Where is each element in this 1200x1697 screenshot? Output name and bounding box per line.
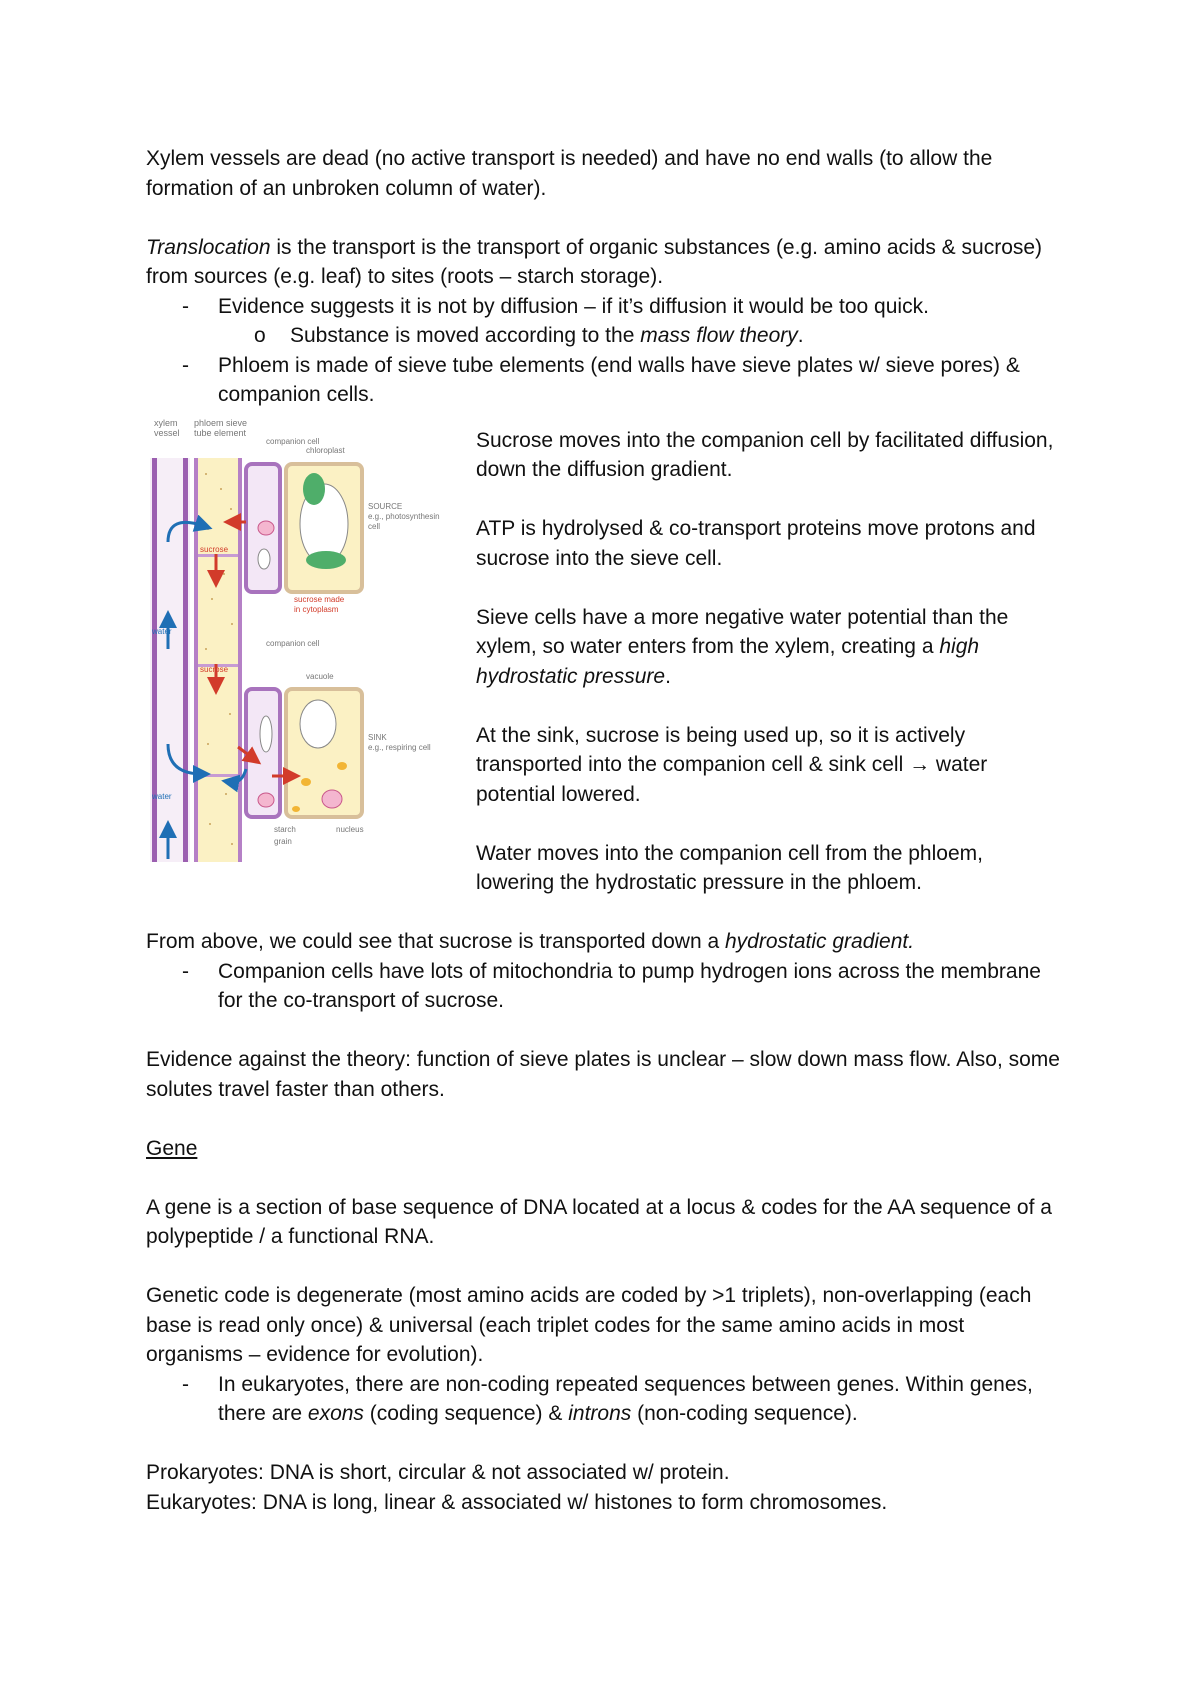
sieve-plate — [198, 774, 238, 777]
section-heading-gene: Gene — [146, 1136, 198, 1160]
paragraph-eukaryotes: Eukaryotes: DNA is long, linear & associated w/ histones to form chromosomes. — [146, 1490, 888, 1514]
label-source-eg: e.g., photosynthesin — [368, 511, 440, 521]
label-sink-eg: e.g., respiring cell — [368, 742, 431, 752]
chloroplast-shape — [306, 551, 346, 569]
paragraph-xylem: Xylem vessels are dead (no active transport is needed) and have no end walls (to allow the formation of an unbroken column of water). — [146, 147, 993, 200]
document-body — [146, 144, 1066, 1517]
nucleus-shape — [258, 521, 274, 535]
explain-step-3: Sieve cells have a more negative water potential than the xylem, so water enters from the xylem, creating a high hydrostatic pressure. — [476, 605, 1009, 688]
subbullet-mass-flow: o Substance is moved according to the mass flow theory. — [146, 321, 1066, 351]
label-source: SOURCE — [368, 501, 403, 511]
label-source-cell: cell — [368, 521, 381, 531]
phloem-column — [194, 458, 242, 862]
dash-marker: - — [182, 959, 189, 983]
label-phloem-sieve: phloem sieve — [194, 417, 248, 428]
explain-step-1: Sucrose moves into the companion cell by facilitated diffusion, down the diffusion gradient. — [476, 428, 1054, 481]
label-xylem: xylem — [154, 417, 178, 428]
nucleus-shape — [258, 793, 274, 807]
dash-marker: - — [182, 1372, 189, 1396]
label-starch: starch — [274, 824, 296, 834]
term-translocation: Translocation — [146, 235, 271, 259]
dash-marker: - — [182, 294, 189, 318]
label-sucrose-made: sucrose made — [294, 594, 345, 604]
circle-marker: o — [254, 324, 266, 347]
explain-step-4: At the sink, sucrose is being used up, so it is actively transported into the companion cell & sink cell → water potential lowered. — [476, 723, 988, 806]
explain-step-5: Water moves into the companion cell from the phloem, lowering the hydrostatic pressure in the phloem. — [476, 841, 983, 894]
bullet-companion: - Companion cells have lots of mitochondria to pump hydrogen ions across the membrane for the co-transport of sucrose. — [146, 957, 1066, 1016]
label-companion-cell-mid: companion cell — [266, 638, 320, 648]
paragraph-hydrostatic: From above, we could see that sucrose is transported down a hydrostatic gradient. — [146, 930, 915, 953]
figure-section — [146, 414, 1066, 898]
label-in-cytoplasm: in cytoplasm — [294, 604, 339, 614]
label-water-2: water — [152, 791, 172, 801]
starch-grain-shape — [292, 806, 300, 812]
label-sucrose-1: sucrose — [200, 544, 229, 554]
label-companion-cell-top: companion cell — [266, 436, 320, 446]
nucleus-shape — [322, 790, 342, 808]
chloroplast-shape — [303, 473, 325, 505]
label-nucleus: nucleus — [336, 824, 364, 834]
paragraph-gene-definition: A gene is a section of base sequence of DNA located at a locus & codes for the AA sequence of a polypeptide / a functional RNA. — [146, 1195, 1052, 1248]
bullet-eukaryotes: - In eukaryotes, there are non-coding repeated sequences between genes. Within genes, there are exons (coding sequence) & introns (non-coding sequence). — [146, 1370, 1066, 1429]
bullet-evidence: - Evidence suggests it is not by diffusion – if it’s diffusion it would be too quick. — [146, 292, 1066, 322]
mass-flow-diagram — [146, 414, 476, 874]
label-water-1: water — [152, 626, 172, 636]
paragraph-prokaryotes: Prokaryotes: DNA is short, circular & not associated w/ protein. — [146, 1461, 730, 1484]
dash-marker: - — [182, 353, 189, 377]
paragraph-evidence-against: Evidence against the theory: function of sieve plates is unclear – slow down mass flow. Also, some solutes travel faster than others. — [146, 1048, 1060, 1101]
starch-grain-shape — [337, 762, 347, 770]
paragraph-genetic-code: Genetic code is degenerate (most amino acids are coded by >1 triplets), non-overlapping (each base is read only once) & universal (each triplet codes for the same amino acids in most organisms – evidence for evolution). — [146, 1284, 1032, 1366]
label-sucrose-2: sucrose — [200, 664, 229, 674]
label-grain: grain — [274, 836, 292, 846]
bullet-phloem: - Phloem is made of sieve tube elements (end walls have sieve plates w/ sieve pores) & companion cells. — [146, 351, 1066, 410]
figure-explanation — [476, 426, 1066, 898]
sieve-plate — [198, 554, 238, 557]
label-vessel: vessel — [154, 427, 180, 438]
label-vacuole: vacuole — [306, 671, 334, 681]
phloem-diagram — [146, 414, 476, 874]
paragraph-translocation: Translocation is the transport is the transport of organic substances (e.g. amino acids & sucrose) from sources (e.g. leaf) to sites (roots – starch storage). — [146, 235, 1043, 288]
label-chloroplast: chloroplast — [306, 445, 345, 455]
starch-grain-shape — [301, 778, 311, 786]
explain-step-2: ATP is hydrolysed & co-transport proteins move protons and sucrose into the sieve cell. — [476, 517, 1036, 570]
vacuole-sink — [300, 700, 336, 748]
label-sink: SINK — [368, 732, 387, 742]
label-tube-element: tube element — [194, 427, 247, 438]
